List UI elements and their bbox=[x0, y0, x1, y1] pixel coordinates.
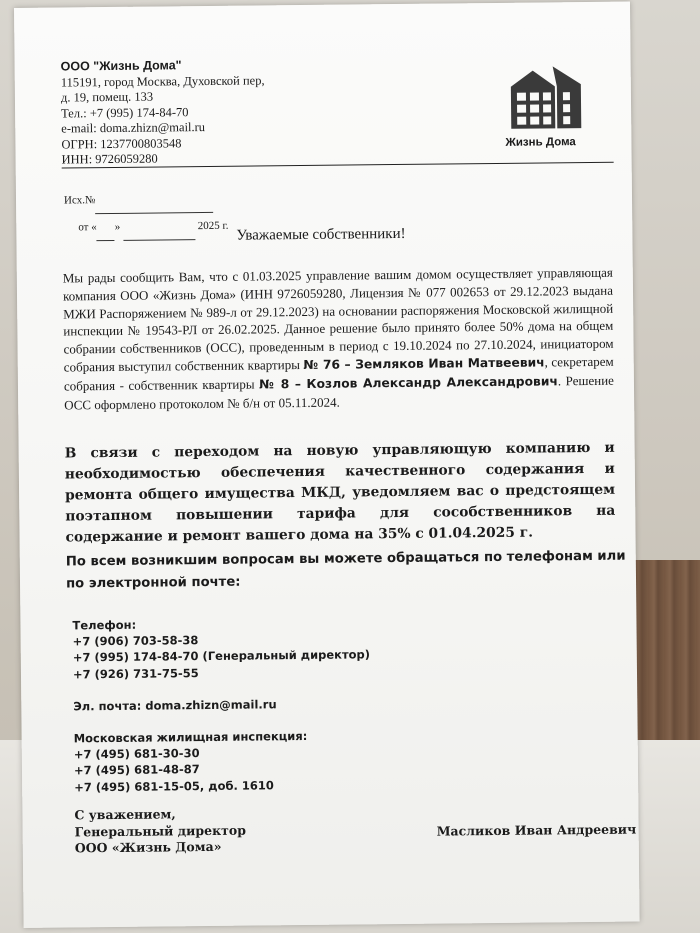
phone-1: +7 (906) 703-58-38 bbox=[72, 633, 199, 649]
date-open: от « bbox=[78, 221, 97, 234]
letter-sheet bbox=[14, 2, 640, 928]
initiator-owner: № 76 – Земляков Иван Матвеевич bbox=[303, 355, 545, 372]
signature-block bbox=[74, 806, 246, 857]
inspection-phone-1: +7 (495) 681-30-30 bbox=[73, 746, 200, 762]
paragraph-tariff: В связи с переходом на новую управляющую компанию и необходимостью обеспечения качественного содержания и ремонта общего имущества МКД, уведомляем вас о предстоящем поэтапном повышении тарифа для сособственников на содержание и ремонт вашего дома на 35% с 01.04.2025 г. bbox=[64, 439, 616, 546]
phone-label: Телефон: bbox=[72, 617, 137, 633]
signer-name: Масликов Иван Андреевич bbox=[436, 821, 637, 839]
paragraph-questions: По всем возникшим вопросам вы можете обращаться по телефонам или по электронной почте: bbox=[65, 548, 626, 592]
date-close: » bbox=[114, 220, 121, 233]
date-day-blank bbox=[97, 214, 115, 241]
inspection-label: Московская жилищная инспекция: bbox=[73, 728, 308, 746]
outgoing-number-line bbox=[64, 186, 228, 215]
para1-text-a: Мы рады сообщить Вам, что с 01.03.2025 управление вашим домом осуществляет управляющая компания ООО «Жизнь Дома» (ИНН 9726059280, Лицензия № 077 002653 от 29.12.2023 выдана МЖИ Распоряжением № 989-л от 29.12.2023) на основании распоряжения Московской жилищной инспекции № 19543-РЛ от 26.02.2025. Данное решение было принято более 50% дома на общем собрании собственников (ОСС), проведенным в период с 19.10.2024 по 27.10.2024, инициатором собрания выступил собственник квартиры bbox=[62, 264, 614, 375]
inspection-phone-2: +7 (495) 681-48-87 bbox=[73, 762, 200, 778]
address-line-2: д. 19, помещ. 133 bbox=[60, 89, 154, 105]
phone-2: +7 (995) 174-84-70 (Генеральный директор) bbox=[72, 647, 371, 665]
para1-text-c: . Решение ОСС оформлено протоколом № б/н от 05.11.2024. bbox=[64, 372, 614, 413]
closing-regards: С уважением, bbox=[74, 806, 176, 823]
address-line-1: 115191, город Москва, Духовской пер, bbox=[60, 72, 265, 90]
phone-3: +7 (926) 731-75-55 bbox=[72, 665, 199, 682]
header-ogrn: ОГРН: 1237700803548 bbox=[61, 135, 182, 152]
signer-company: ООО «Жизнь Дома» bbox=[74, 838, 222, 856]
contacts-block bbox=[72, 614, 371, 795]
date-line bbox=[64, 213, 228, 242]
email-line: Эл. почта: doma.zhizn@mail.ru bbox=[73, 697, 277, 714]
header-inn: ИНН: 9726059280 bbox=[61, 151, 158, 167]
header-email: e-mail: doma.zhizn@mail.ru bbox=[61, 120, 206, 136]
company-name: ООО "Жизнь Дома" bbox=[60, 58, 182, 74]
inspection-phone-3: +7 (495) 681-15-05, доб. 1610 bbox=[74, 777, 274, 795]
date-year: 2025 г. bbox=[197, 219, 229, 233]
outgoing-number-label: Исх.№ bbox=[63, 194, 96, 207]
signer-position: Генеральный директор bbox=[74, 822, 246, 839]
outgoing-number-blank bbox=[95, 186, 213, 214]
logo-caption: Жизнь Дома bbox=[505, 136, 576, 149]
para1-text-b: , секретарем собрания - собственник квартиры bbox=[63, 353, 614, 394]
company-header bbox=[61, 57, 266, 168]
reference-block bbox=[64, 186, 229, 242]
secretary-owner: № 8 – Козлов Александр Александрович bbox=[258, 374, 558, 392]
letter-title: Уважаемые собственники! bbox=[236, 225, 406, 244]
date-month-blank bbox=[123, 213, 195, 241]
paragraph-management bbox=[63, 264, 614, 414]
header-phone: Тел.: +7 (995) 174-84-70 bbox=[61, 104, 189, 121]
